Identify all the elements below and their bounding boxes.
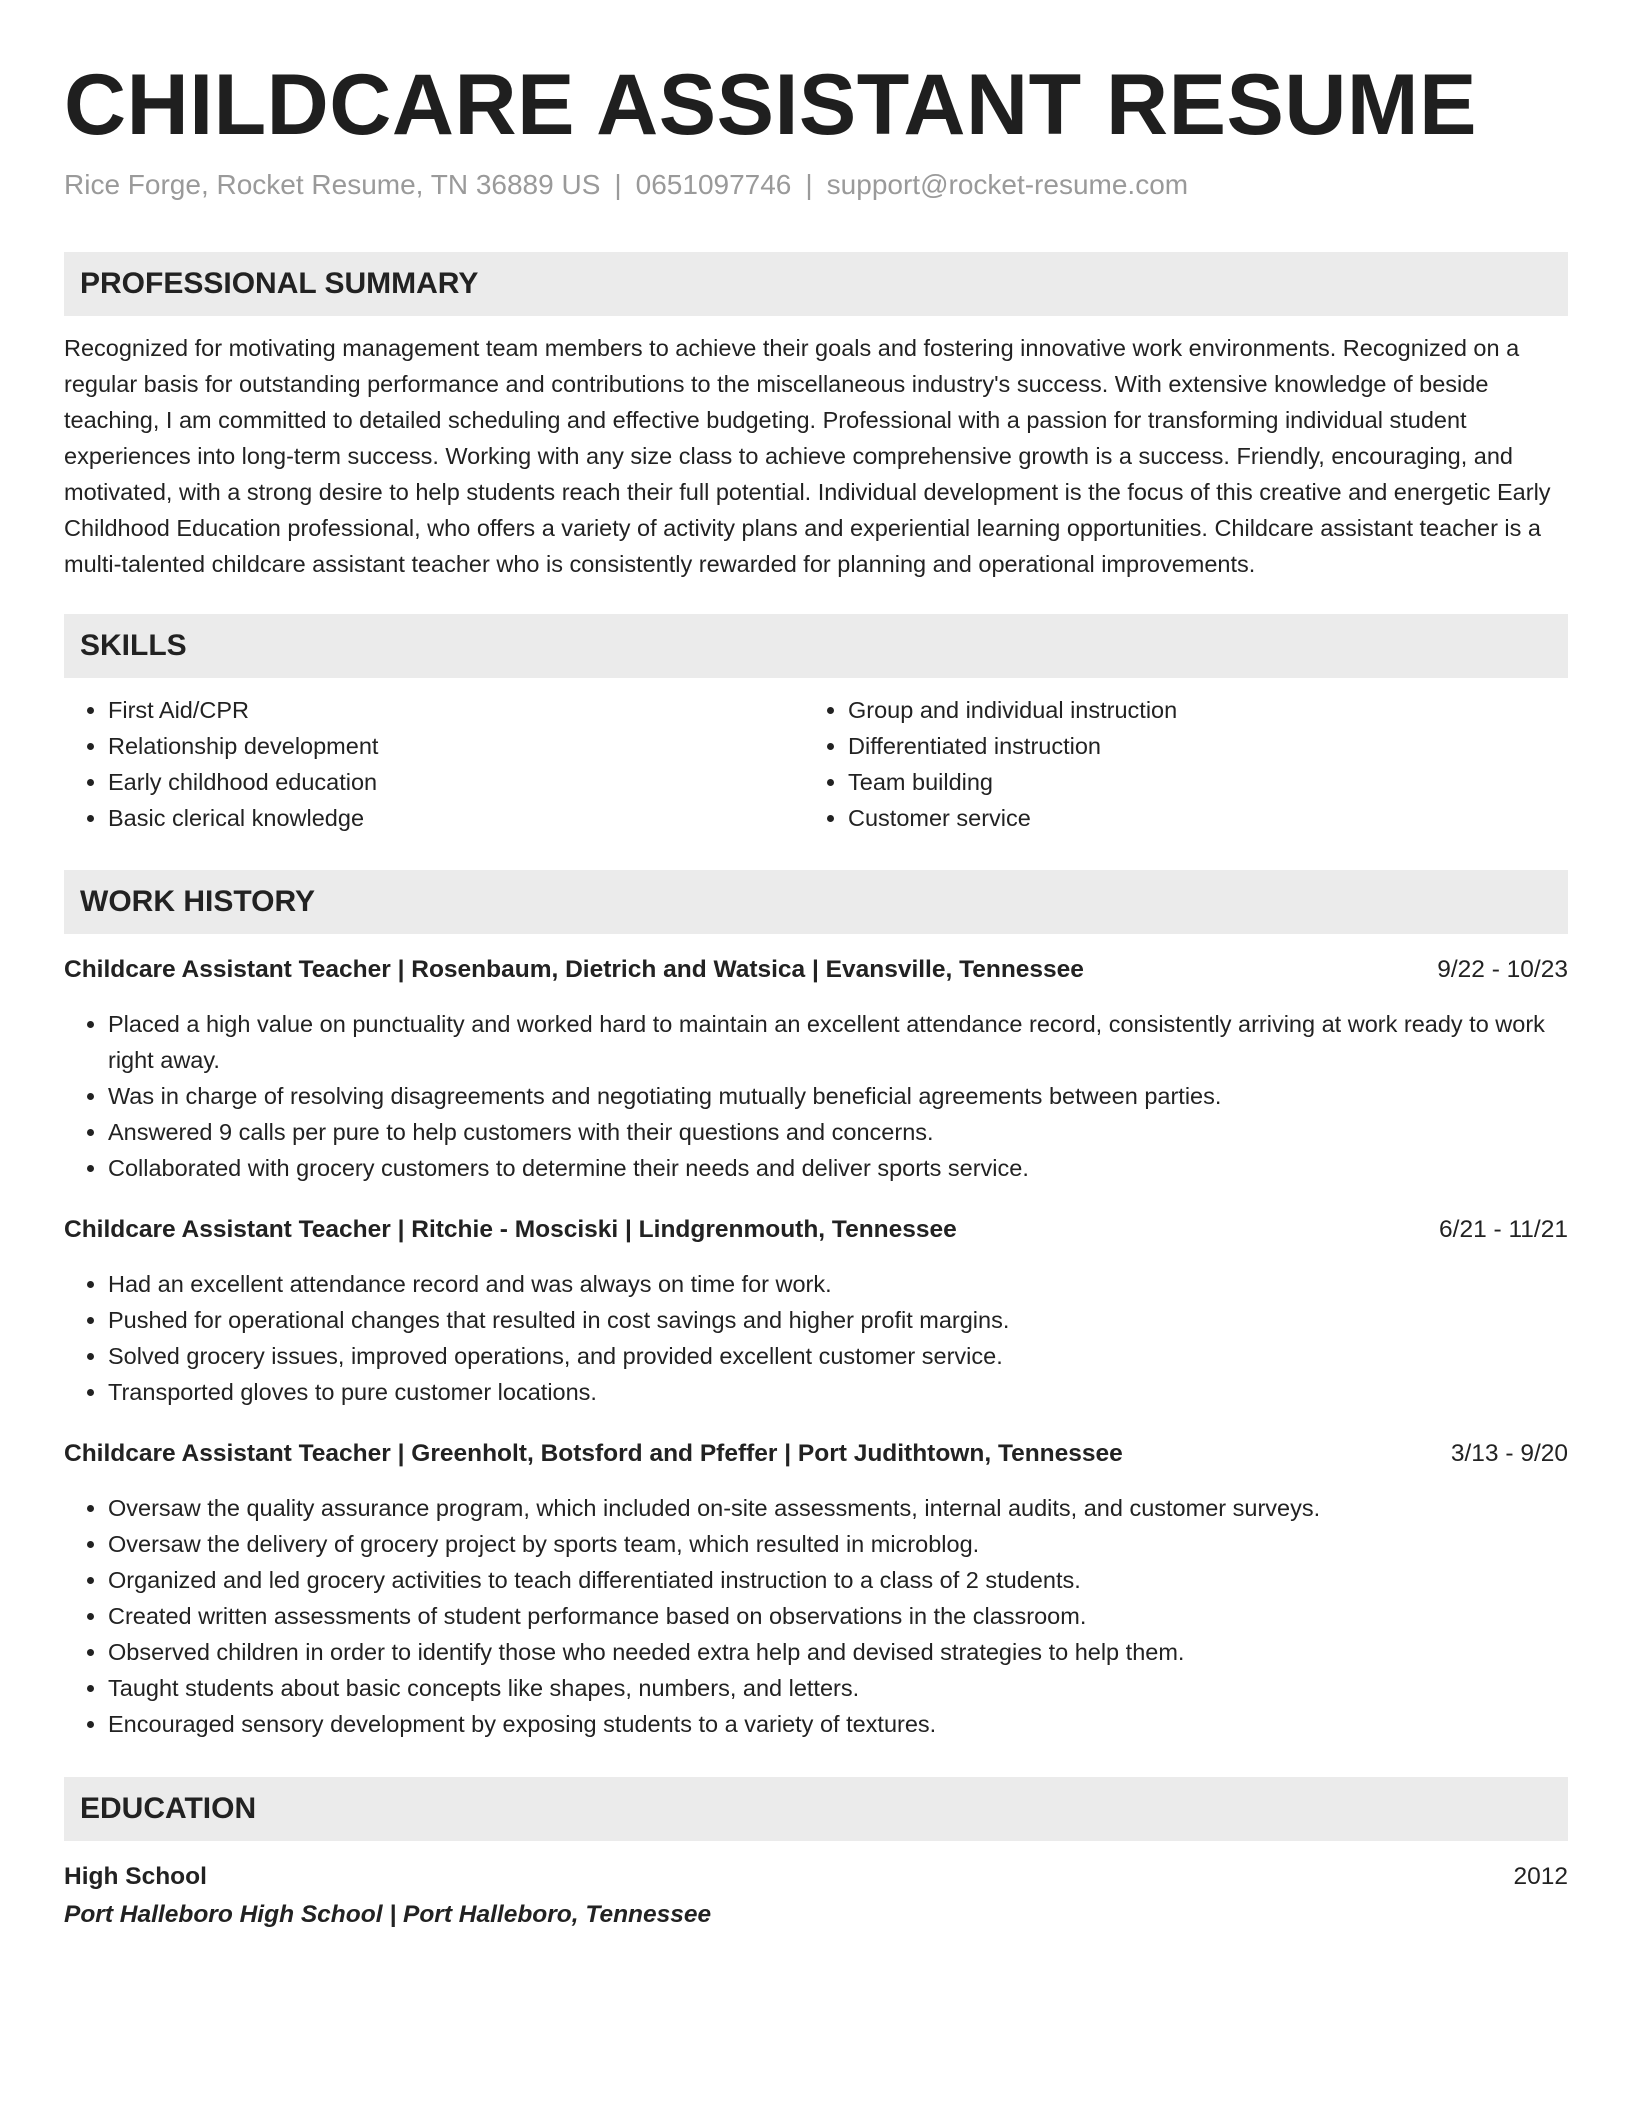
- skill-item: • Differentiated instruction: [848, 728, 1568, 764]
- job-bullet: • Pushed for operational changes that resulted in cost savings and higher profit margins.: [108, 1302, 1568, 1338]
- contact-email: support@rocket-resume.com: [826, 169, 1189, 200]
- job-bullets: [64, 1006, 1568, 1186]
- job-bullet: • Answered 9 calls per pure to help customers with their questions and concerns.: [108, 1114, 1568, 1150]
- skill-item: • Relationship development: [108, 728, 804, 764]
- contact-separator: |: [614, 169, 622, 200]
- contact-address: Rice Forge, Rocket Resume, TN 36889 US: [64, 169, 601, 200]
- job-entry: [64, 1212, 1568, 1410]
- contact-phone: 0651097746: [635, 169, 792, 200]
- job-bullet: • Oversaw the quality assurance program, which included on-site assessments, internal audits, and customer surveys.: [108, 1490, 1568, 1526]
- job-dates: 3/13 - 9/20: [1450, 1440, 1568, 1467]
- education-school: Port Halleboro High School | Port Halleboro, Tennessee: [64, 1901, 712, 1928]
- job-bullet: • Taught students about basic concepts like shapes, numbers, and letters.: [108, 1670, 1568, 1706]
- job-bullet: • Organized and led grocery activities to teach differentiated instruction to a class of 2 students.: [108, 1562, 1568, 1598]
- job-dates: 6/21 - 11/21: [1439, 1216, 1568, 1243]
- job-dates: 9/22 - 10/23: [1437, 956, 1568, 983]
- section-header-skills: SKILLS: [64, 614, 1568, 678]
- job-bullet: • Had an excellent attendance record and was always on time for work.: [108, 1266, 1568, 1302]
- skills-list: [64, 692, 1568, 836]
- job-header: [64, 952, 1568, 988]
- skill-item: • Customer service: [848, 800, 1568, 836]
- job-bullets: [64, 1266, 1568, 1410]
- job-bullet: • Was in charge of resolving disagreements and negotiating mutually beneficial agreements between parties.: [108, 1078, 1568, 1114]
- job-bullets: [64, 1490, 1568, 1742]
- skill-item: • Basic clerical knowledge: [108, 800, 804, 836]
- job-header: [64, 1212, 1568, 1248]
- contact-line: [64, 168, 1568, 202]
- skills-column-right: [804, 692, 1568, 836]
- resume-title: CHILDCARE ASSISTANT RESUME: [64, 57, 1477, 153]
- job-title: Childcare Assistant Teacher | Rosenbaum, Dietrich and Watsica | Evansville, Tennessee: [64, 956, 1084, 983]
- job-bullet: • Oversaw the delivery of grocery project by sports team, which resulted in microblog.: [108, 1526, 1568, 1562]
- education-entry: [64, 1859, 1568, 1933]
- job-entry: [64, 1436, 1568, 1742]
- education-header: [64, 1859, 1568, 1895]
- education-degree: High School: [64, 1863, 207, 1890]
- skill-item: • Early childhood education: [108, 764, 804, 800]
- education-year: 2012: [1513, 1863, 1568, 1890]
- section-header-work-history: WORK HISTORY: [64, 870, 1568, 934]
- section-header-summary: PROFESSIONAL SUMMARY: [64, 252, 1568, 316]
- job-title: Childcare Assistant Teacher | Ritchie - Mosciski | Lindgrenmouth, Tennessee: [64, 1216, 957, 1243]
- job-bullet: • Transported gloves to pure customer locations.: [108, 1374, 1568, 1410]
- job-bullet: • Encouraged sensory development by exposing students to a variety of textures.: [108, 1706, 1568, 1742]
- job-title: Childcare Assistant Teacher | Greenholt, Botsford and Pfeffer | Port Judithtown, Tennessee: [64, 1440, 1123, 1467]
- skill-item: • First Aid/CPR: [108, 692, 804, 728]
- job-entry: [64, 952, 1568, 1186]
- contact-separator: |: [805, 169, 813, 200]
- skill-item: • Group and individual instruction: [848, 692, 1568, 728]
- job-bullet: • Placed a high value on punctuality and worked hard to maintain an excellent attendance record, consistently arriving at work ready to work right away.: [108, 1006, 1568, 1078]
- job-bullet: • Created written assessments of student performance based on observations in the classroom.: [108, 1598, 1568, 1634]
- job-bullet: • Collaborated with grocery customers to determine their needs and deliver sports service.: [108, 1150, 1568, 1186]
- job-bullet: • Solved grocery issues, improved operations, and provided excellent customer service.: [108, 1338, 1568, 1374]
- job-bullet: • Observed children in order to identify those who needed extra help and devised strategies to help them.: [108, 1634, 1568, 1670]
- summary-text: Recognized for motivating management team members to achieve their goals and fostering innovative work environments. Recognized on a regular basis for outstanding performance and contributions to the miscellaneous industry's success. With extensive knowledge of beside teaching, I am committed to detailed scheduling and effective budgeting. Professional with a passion for transforming individual student experiences into long-term success. Working with any size class to achieve comprehensive growth is a success. Friendly, encouraging, and motivated, with a strong desire to help students reach their full potential. Individual development is the focus of this creative and energetic Early Childhood Education professional, who offers a variety of activity plans and experiential learning opportunities. Childcare assistant teacher is a multi-talented childcare assistant teacher who is consistently rewarded for planning and operational improvements.: [64, 335, 1551, 577]
- section-header-education: EDUCATION: [64, 1777, 1568, 1841]
- job-header: [64, 1436, 1568, 1472]
- skills-column-left: [64, 692, 804, 836]
- skill-item: • Team building: [848, 764, 1568, 800]
